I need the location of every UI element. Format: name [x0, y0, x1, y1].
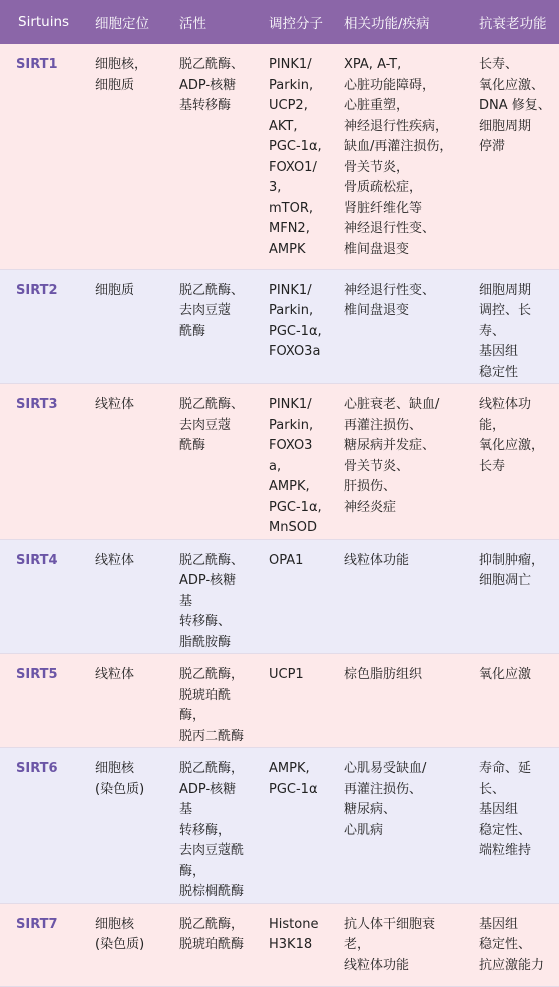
header-molecules: 调控分子 — [253, 0, 328, 44]
diseases-cell: 棕色脂肪组织 — [328, 654, 463, 748]
location-cell: 线粒体 — [79, 539, 163, 654]
table-row — [0, 748, 559, 904]
sirtuin-name: SIRT6 — [0, 748, 79, 904]
location-cell: 线粒体 — [79, 384, 163, 540]
sirtuin-name: SIRT7 — [0, 903, 79, 986]
diseases-cell: 神经退行性变、 椎间盘退变 — [328, 269, 463, 384]
header-activity: 活性 — [163, 0, 253, 44]
antiaging-cell: 细胞周期 调控、长寿、 基因组 稳定性 — [463, 269, 559, 384]
antiaging-cell: 长寿、 氧化应激、 DNA 修复、 细胞周期 停滞 — [463, 44, 559, 269]
table-header-row — [0, 0, 559, 44]
activity-cell: 脱乙酰酶、 ADP-核糖 基转移酶 — [163, 44, 253, 269]
diseases-cell: 心脏衰老、缺血/ 再灌注损伤、 糖尿病并发症、 骨关节炎、 肝损伤、 神经炎症 — [328, 384, 463, 540]
location-cell: 细胞核 (染色质) — [79, 748, 163, 904]
sirtuin-name: SIRT1 — [0, 44, 79, 269]
table-row — [0, 654, 559, 748]
diseases-cell: 线粒体功能 — [328, 539, 463, 654]
table-row — [0, 903, 559, 986]
table-row — [0, 384, 559, 540]
antiaging-cell: 基因组 稳定性、 抗应激能力 — [463, 903, 559, 986]
diseases-cell: 心肌易受缺血/ 再灌注损伤、 糖尿病、 心肌病 — [328, 748, 463, 904]
table-row — [0, 269, 559, 384]
antiaging-cell: 线粒体功能， 氧化应激， 长寿 — [463, 384, 559, 540]
location-cell: 线粒体 — [79, 654, 163, 748]
activity-cell: 脱乙酰酶、 ADP-核糖基 转移酶、 脂酰胺酶 — [163, 539, 253, 654]
molecules-cell: PINK1/ Parkin, UCP2, AKT, PGC-1α, FOXO1/3, mTOR, MFN2, AMPK — [253, 44, 328, 269]
sirtuin-name: SIRT4 — [0, 539, 79, 654]
location-cell: 细胞质 — [79, 269, 163, 384]
sirtuin-name: SIRT2 — [0, 269, 79, 384]
molecules-cell: Histone H3K18 — [253, 903, 328, 986]
sirtuin-name: SIRT5 — [0, 654, 79, 748]
activity-cell: 脱乙酰酶， ADP-核糖基 转移酶， 去肉豆蔻酰酶， 脱棕榈酰酶 — [163, 748, 253, 904]
diseases-cell: XPA, A-T, 心脏功能障碍， 心脏重塑， 神经退行性疾病， 缺血/再灌注损伤， 骨关节炎， 骨质疏松症， 肾脏纤维化等 神经退行性变、 椎间盘退变 — [328, 44, 463, 269]
activity-cell: 脱乙酰酶、 去肉豆蔻 酰酶 — [163, 384, 253, 540]
antiaging-cell: 寿命、延长、 基因组 稳定性、 端粒维持 — [463, 748, 559, 904]
molecules-cell: PINK1/ Parkin, PGC-1α, FOXO3a — [253, 269, 328, 384]
activity-cell: 脱乙酰酶， 脱琥珀酰酶， 脱丙二酰酶 — [163, 654, 253, 748]
molecules-cell: PINK1/ Parkin, FOXO3a, AMPK, PGC-1α, MnSOD — [253, 384, 328, 540]
activity-cell: 脱乙酰酶、 去肉豆蔻 酰酶 — [163, 269, 253, 384]
header-location: 细胞定位 — [79, 0, 163, 44]
molecules-cell: OPA1 — [253, 539, 328, 654]
sirtuin-name: SIRT3 — [0, 384, 79, 540]
activity-cell: 脱乙酰酶， 脱琥珀酰酶 — [163, 903, 253, 986]
header-diseases: 相关功能/疾病 — [328, 0, 463, 44]
location-cell: 细胞核 (染色质) — [79, 903, 163, 986]
table-row — [0, 539, 559, 654]
molecules-cell: UCP1 — [253, 654, 328, 748]
header-sirtuins: Sirtuins — [0, 0, 79, 44]
antiaging-cell: 氧化应激 — [463, 654, 559, 748]
antiaging-cell: 抑制肿瘤， 细胞凋亡 — [463, 539, 559, 654]
table-row — [0, 44, 559, 269]
location-cell: 细胞核， 细胞质 — [79, 44, 163, 269]
molecules-cell: AMPK, PGC-1α — [253, 748, 328, 904]
header-antiaging: 抗衰老功能 — [463, 0, 559, 44]
diseases-cell: 抗人体干细胞衰老， 线粒体功能 — [328, 903, 463, 986]
